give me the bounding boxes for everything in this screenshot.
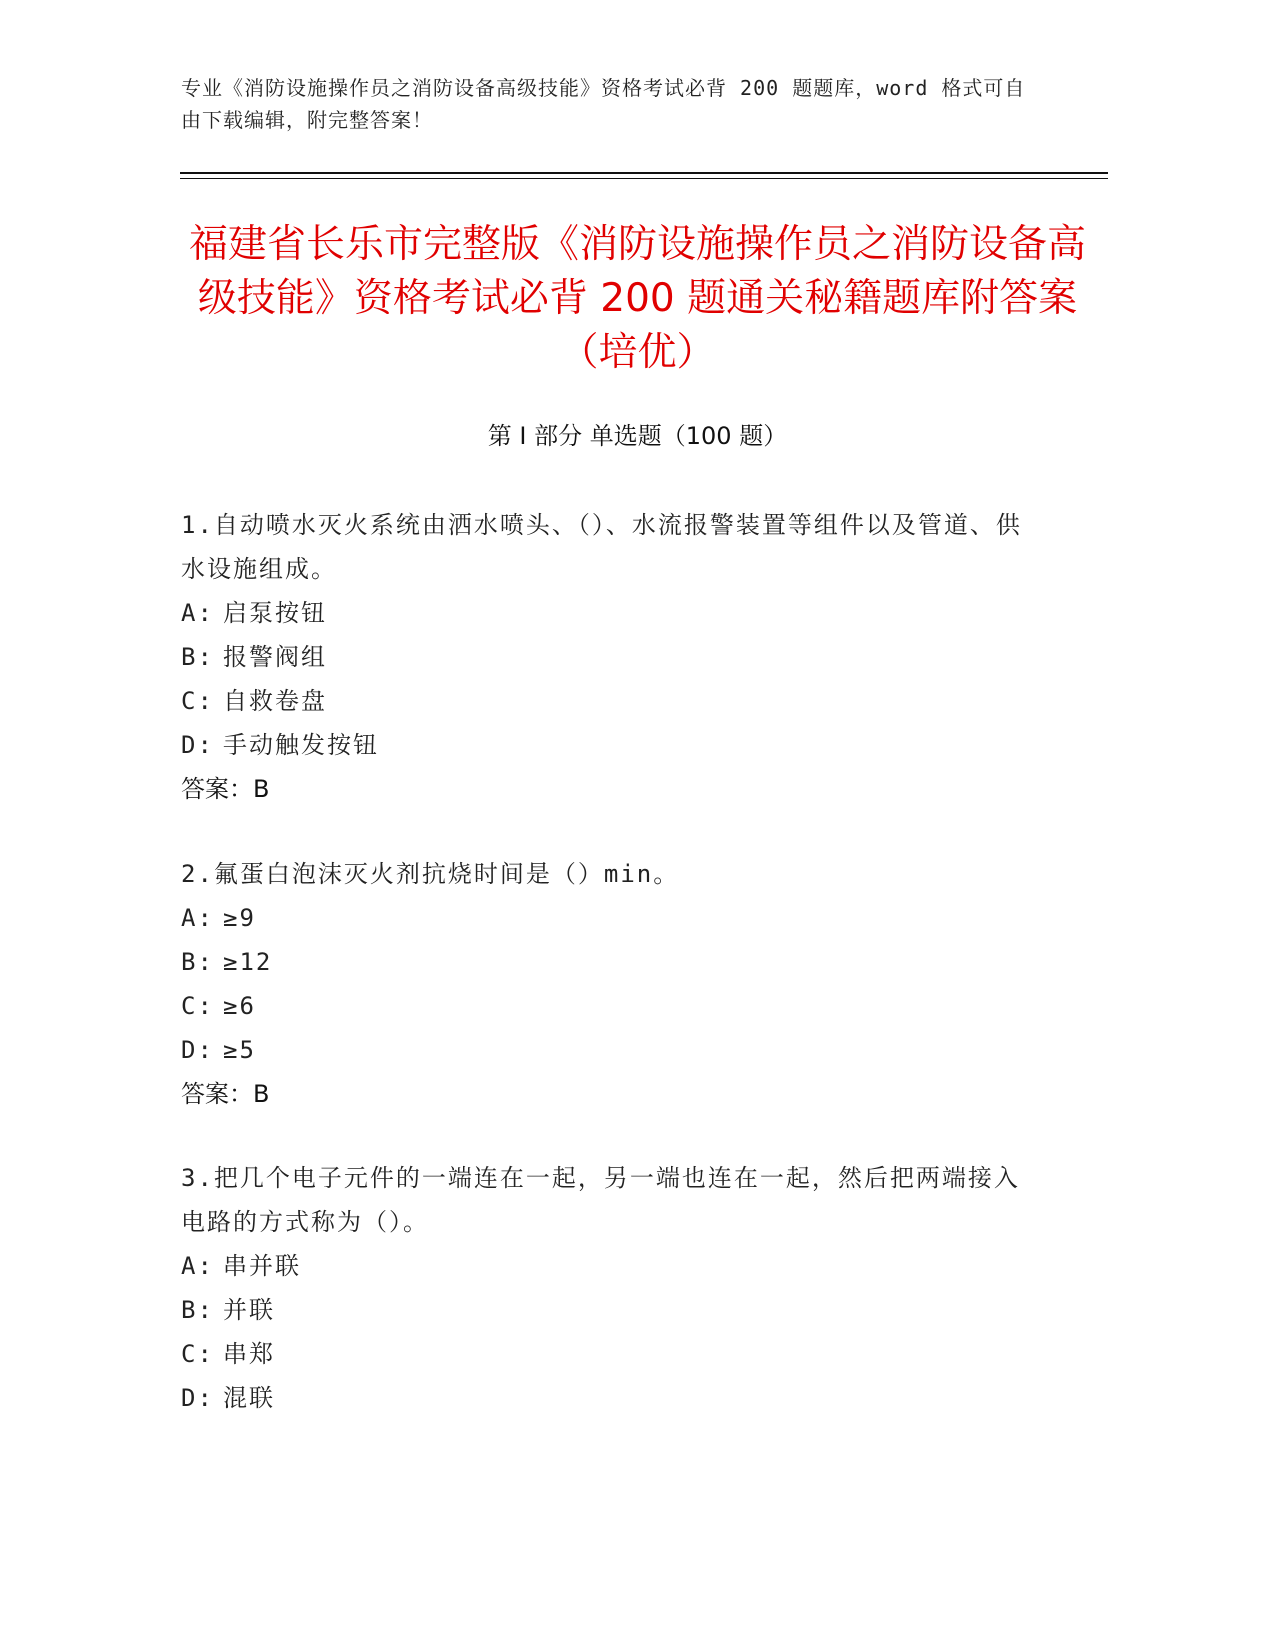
option-key: B: — [181, 1296, 214, 1324]
option-c — [181, 679, 1031, 723]
option-a — [181, 1244, 1031, 1288]
question-stem: 1.自动喷水灭火系统由洒水喷头、（）、水流报警装置等组件以及管道、供水设施组成。 — [181, 511, 1022, 583]
option-text: 手动触发按钮 — [223, 731, 379, 759]
option-key: A: — [181, 599, 214, 627]
option-a — [181, 896, 1031, 940]
option-d — [181, 723, 1031, 767]
header-divider-thick — [180, 172, 1108, 174]
option-key: D: — [181, 1384, 214, 1412]
option-text: 串并联 — [223, 1252, 301, 1280]
header-note: 专业《消防设施操作员之消防设备高级技能》资格考试必背 200 题题库，word 格式可自由下载编辑，附完整答案！ — [181, 76, 1026, 132]
question-1 — [181, 503, 1031, 811]
option-c — [181, 984, 1031, 1028]
question-3 — [181, 1156, 1031, 1420]
answer-line: 答案：B — [181, 775, 270, 803]
option-key: A: — [181, 1252, 214, 1280]
option-b — [181, 1288, 1031, 1332]
option-text: ≥9 — [223, 904, 256, 932]
option-c — [181, 1332, 1031, 1376]
option-key: C: — [181, 992, 214, 1020]
option-b — [181, 635, 1031, 679]
question-2 — [181, 852, 1031, 1116]
option-key: A: — [181, 904, 214, 932]
option-text: 串郑 — [223, 1340, 275, 1368]
option-text: 启泵按钮 — [223, 599, 327, 627]
option-text: ≥12 — [223, 948, 273, 976]
option-d — [181, 1028, 1031, 1072]
header-divider-thin — [180, 178, 1108, 179]
option-a — [181, 591, 1031, 635]
option-key: C: — [181, 1340, 214, 1368]
option-text: 自救卷盘 — [223, 687, 327, 715]
option-d — [181, 1376, 1031, 1420]
option-b — [181, 940, 1031, 984]
option-key: C: — [181, 687, 214, 715]
option-key: B: — [181, 643, 214, 671]
option-key: D: — [181, 1036, 214, 1064]
option-text: ≥5 — [223, 1036, 256, 1064]
answer-line: 答案：B — [181, 1080, 270, 1108]
section-title: 第 I 部分 单选题（100 题） — [487, 422, 788, 450]
option-text: 报警阀组 — [223, 643, 327, 671]
option-key: D: — [181, 731, 214, 759]
option-key: B: — [181, 948, 214, 976]
question-stem: 2.氟蛋白泡沫灭火剂抗烧时间是（）min。 — [181, 860, 680, 888]
option-text: 混联 — [223, 1384, 275, 1412]
document-title: 福建省长乐市完整版《消防设施操作员之消防设备高级技能》资格考试必背 200 题通关秘籍题库附答案（培优） — [188, 222, 1086, 375]
question-stem: 3.把几个电子元件的一端连在一起，另一端也连在一起，然后把两端接入电路的方式称为（）。 — [181, 1164, 1020, 1236]
option-text: 并联 — [223, 1296, 275, 1324]
option-text: ≥6 — [223, 992, 256, 1020]
